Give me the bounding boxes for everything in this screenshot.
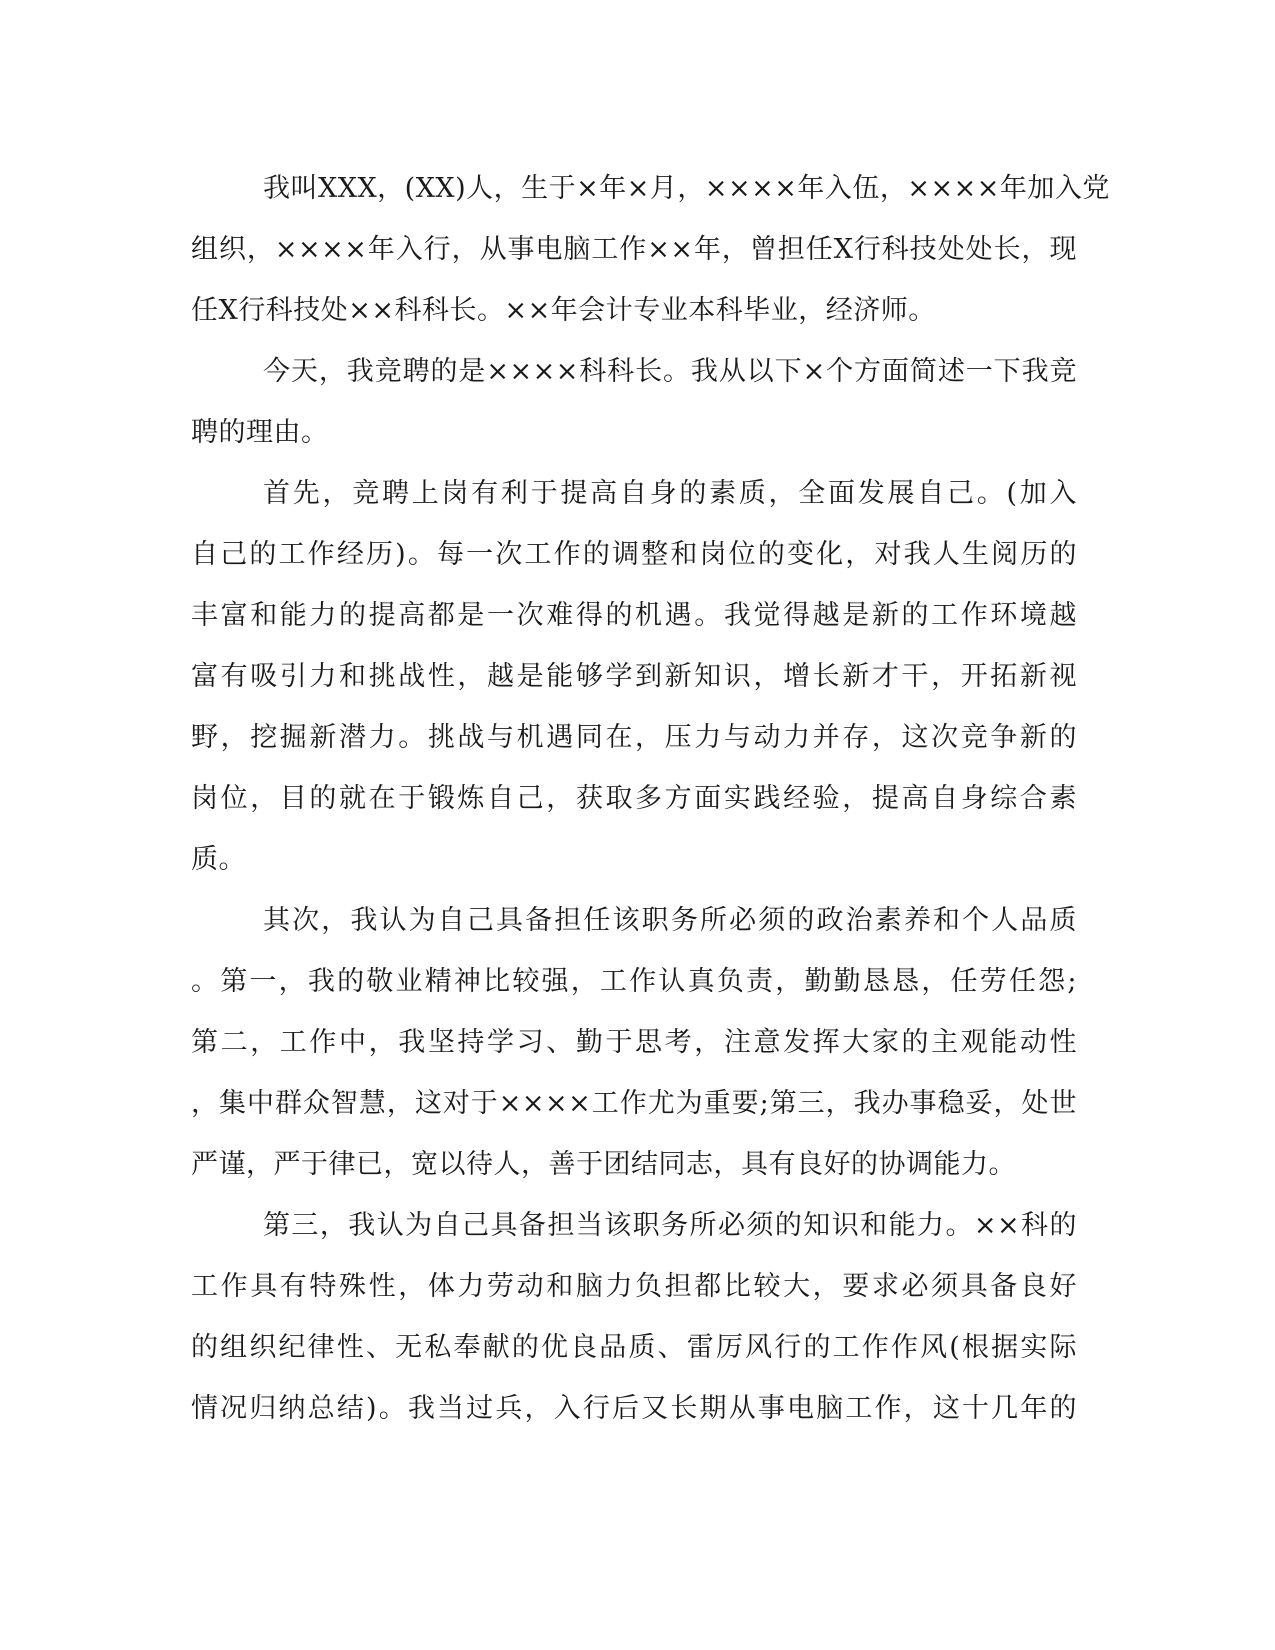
text-line: 自己的工作经历)。每一次工作的调整和岗位的变化，对我人生阅历的	[191, 539, 1077, 570]
text-line: 聘的理由。	[191, 417, 329, 448]
text-line: 严谨，严于律已，宽以待人，善于团结同志，具有良好的协调能力。	[191, 1149, 1016, 1180]
document-body	[191, 158, 1110, 1439]
text-line: 第三，我认为自己具备担当该职务所必须的知识和能力。××科的	[263, 1210, 1077, 1241]
text-line: 任X行科技处××科科长。××年会计专业本科毕业，经济师。	[191, 295, 936, 326]
paragraph-4	[191, 890, 1077, 1195]
text-line: 首先，竞聘上岗有利于提高自身的素质，全面发展自己。(加入	[263, 478, 1077, 509]
text-line: ，集中群众智慧，这对于××××工作尤为重要;第三，我办事稳妥，处世	[191, 1088, 1077, 1119]
text-line: 岗位，目的就在于锻炼自己，获取多方面实践经验，提高自身综合素	[191, 783, 1077, 814]
text-line: 今天，我竞聘的是××××科科长。我从以下×个方面简述一下我竞	[263, 356, 1077, 387]
text-line: 。第一，我的敬业精神比较强，工作认真负责，勤勤恳恳，任劳任怨;	[191, 966, 1077, 997]
text-line: 组织，××××年入行，从事电脑工作××年，曾担任X行科技处处长，现	[191, 234, 1077, 265]
paragraph-2	[191, 341, 1077, 463]
paragraph-5	[191, 1195, 1077, 1439]
text-line: 第二，工作中，我坚持学习、勤于思考，注意发挥大家的主观能动性	[191, 1027, 1077, 1058]
text-line: 其次，我认为自己具备担任该职务所必须的政治素养和个人品质	[263, 905, 1077, 936]
text-line: 质。	[191, 844, 246, 875]
paragraph-1	[191, 158, 1110, 341]
text-line: 丰富和能力的提高都是一次难得的机遇。我觉得越是新的工作环境越	[191, 600, 1077, 631]
text-line: 野，挖掘新潜力。挑战与机遇同在，压力与动力并存，这次竞争新的	[191, 722, 1077, 753]
paragraph-3	[191, 463, 1077, 890]
text-line: 的组织纪律性、无私奉献的优良品质、雷厉风行的工作作风(根据实际	[191, 1332, 1077, 1363]
text-line: 富有吸引力和挑战性，越是能够学到新知识，增长新才干，开拓新视	[191, 661, 1077, 692]
text-line: 工作具有特殊性，体力劳动和脑力负担都比较大，要求必须具备良好	[191, 1271, 1077, 1302]
text-line: 情况归纳总结)。我当过兵，入行后又长期从事电脑工作，这十几年的	[191, 1393, 1077, 1424]
text-line: 我叫XXX，(XX)人，生于×年×月，××××年入伍，××××年加入党	[263, 173, 1110, 204]
